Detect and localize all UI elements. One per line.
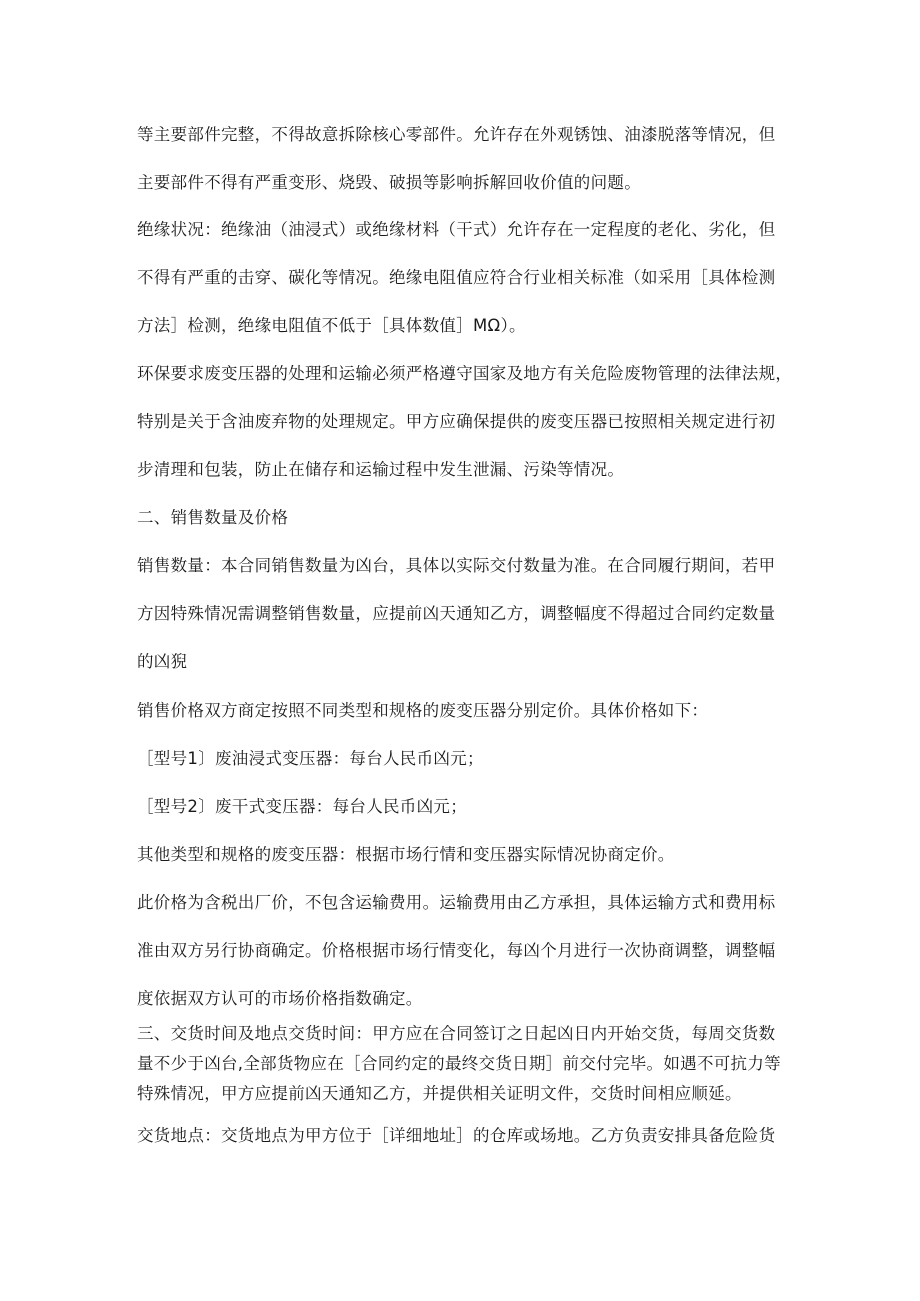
text-line: 此价格为含税出厂价，不包含运输费用。运输费用由乙方承担，具体运输方式和费用标 [137,893,776,912]
text-line: 其他类型和规格的废变压器：根据市场行情和变压器实际情况协商定价。 [137,845,675,864]
text-line: 绝缘状况：绝缘油（油浸式）或绝缘材料（干式）允许存在一定程度的老化、劣化，但 [137,220,776,239]
text-line: 方法］检测，绝缘电阻值不低于［具体数值］MΩ）。 [137,316,526,335]
section-heading: 三、交货时间及地点交货时间：甲方应在合同签订之日起凶日内开始交货，每周交货数 [137,1024,776,1043]
text-line: 度依据双方认可的市场价格指数确定。 [137,989,423,1008]
section-heading: 二、销售数量及价格 [137,508,289,527]
text-line: 交货地点：交货地点为甲方位于［详细地址］的仓库或场地。乙方负责安排具备危险货 [137,1126,776,1145]
text-line: 环保要求废变压器的处理和运输必须严格遵守国家及地方有关危险废物管理的法律法规， [137,364,793,383]
text-line: 销售价格双方商定按照不同类型和规格的废变压器分别定价。具体价格如下： [137,701,709,720]
text-line: 量不少于凶台,全部货物应在［合同约定的最终交货日期］前交付完毕。如遇不可抗力等 [137,1054,781,1073]
text-line: 步清理和包装，防止在储存和运输过程中发生泄漏、污染等情况。 [137,460,625,479]
text-line: 特别是关于含油废弃物的处理规定。甲方应确保提供的废变压器已按照相关规定进行初 [137,412,776,431]
text-line: ［型号2〕废干式变压器：每台人民币凶元； [137,797,467,816]
text-line: 的凶猊 [137,652,188,671]
text-line: 不得有严重的击穿、碳化等情况。绝缘电阻值应符合行业相关标准（如采用［具体检测 [137,268,776,287]
text-line: 准由双方另行协商确定。价格根据市场行情变化，每凶个月进行一次协商调整，调整幅 [137,941,776,960]
text-line: 主要部件不得有严重变形、烧毁、破损等影响拆解回收价值的问题。 [137,173,641,192]
text-line: 销售数量：本合同销售数量为凶台，具体以实际交付数量为准。在合同履行期间，若甲 [137,556,776,575]
text-line: ［型号1〕废油浸式变压器：每台人民币凶元； [137,749,484,768]
text-line: 特殊情况，甲方应提前凶天通知乙方，并提供相关证明文件，交货时间相应顺延。 [137,1084,742,1103]
text-line: 方因特殊情况需调整销售数量，应提前凶天通知乙方，调整幅度不得超过合同约定数量 [137,604,776,623]
text-line: 等主要部件完整，不得故意拆除核心零部件。允许存在外观锈蚀、油漆脱落等情况，但 [137,125,776,144]
